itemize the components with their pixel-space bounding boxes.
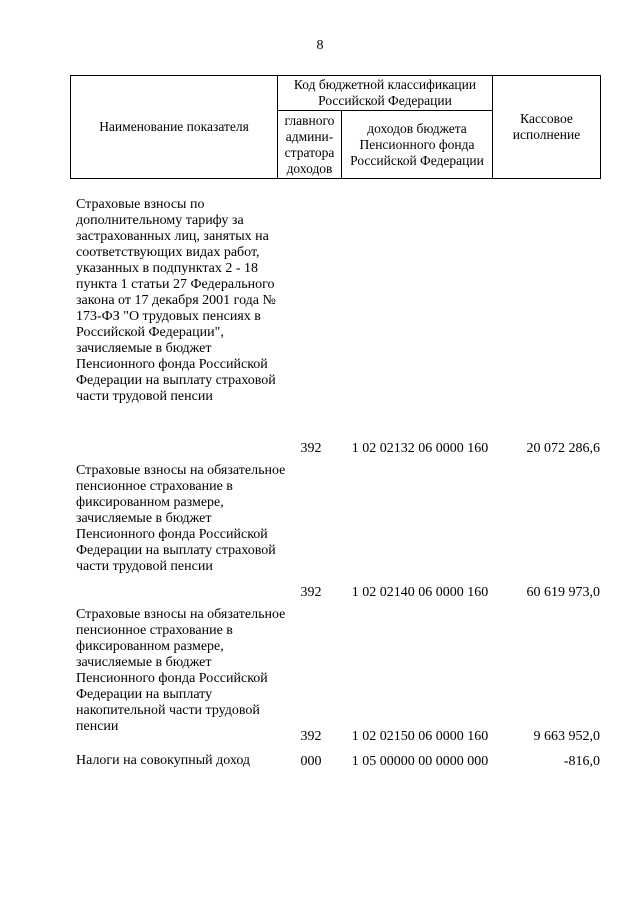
table-row [76, 463, 600, 601]
row-name: Страховые взносы на обязательное пенсионное страхование в фиксированном размере, зачисляемые в бюджет Пенсионного фонда Российской Федерации на выплату накопительной части трудовой пенсии [76, 607, 286, 734]
row-amount: 60 619 973,0 [526, 585, 600, 600]
header-admin-column: главного админи-стратора доходов [284, 112, 335, 176]
header-execution-column: Кассовое исполнение [512, 111, 581, 142]
row-admin-code: 392 [300, 441, 322, 456]
row-amount: 9 663 952,0 [533, 729, 600, 744]
row-amount: 20 072 286,6 [526, 441, 600, 456]
row-amount: -816,0 [563, 754, 600, 769]
header-name-column: Наименование показателя [99, 119, 249, 134]
row-name: Страховые взносы на обязательное пенсионное страхование в фиксированном размере, зачисляемые в бюджет Пенсионного фонда Российской Федерации на выплату страховой части трудовой пенсии [76, 463, 286, 574]
row-income-code: 1 02 02132 06 0000 160 [351, 441, 489, 456]
row-name: Страховые взносы по дополнительному тарифу за застрахованных лиц, занятых на соответствующих видах работ, указанных в подпунктах 2 - 18 пункта 1 статьи 27 Федерального закона от 17 декабря 2001 года № 173-ФЗ "О трудовых пенсиях в Российской Федерации", зачисляемые в бюджет Пенсионного фонда Российской Федерации на выплату страховой части трудовой пенсии [76, 197, 276, 404]
table-row [76, 197, 600, 457]
row-income-code: 1 02 02150 06 0000 160 [351, 729, 489, 744]
row-name: Налоги на совокупный доход [76, 753, 251, 768]
row-admin-code: 392 [300, 729, 322, 744]
table-row [76, 753, 600, 770]
page-number: 8 [316, 38, 324, 53]
table-row [76, 607, 600, 745]
table-header [70, 75, 601, 179]
row-admin-code: 392 [300, 585, 322, 600]
row-income-code: 1 05 00000 00 0000 000 [351, 754, 489, 769]
row-admin-code: 000 [300, 754, 322, 769]
header-income-column: доходов бюджета Пенсионного фонда Российской Федерации [350, 120, 484, 168]
header-code-group: Код бюджетной классификации Российской Федерации [293, 77, 477, 108]
row-income-code: 1 02 02140 06 0000 160 [351, 585, 489, 600]
